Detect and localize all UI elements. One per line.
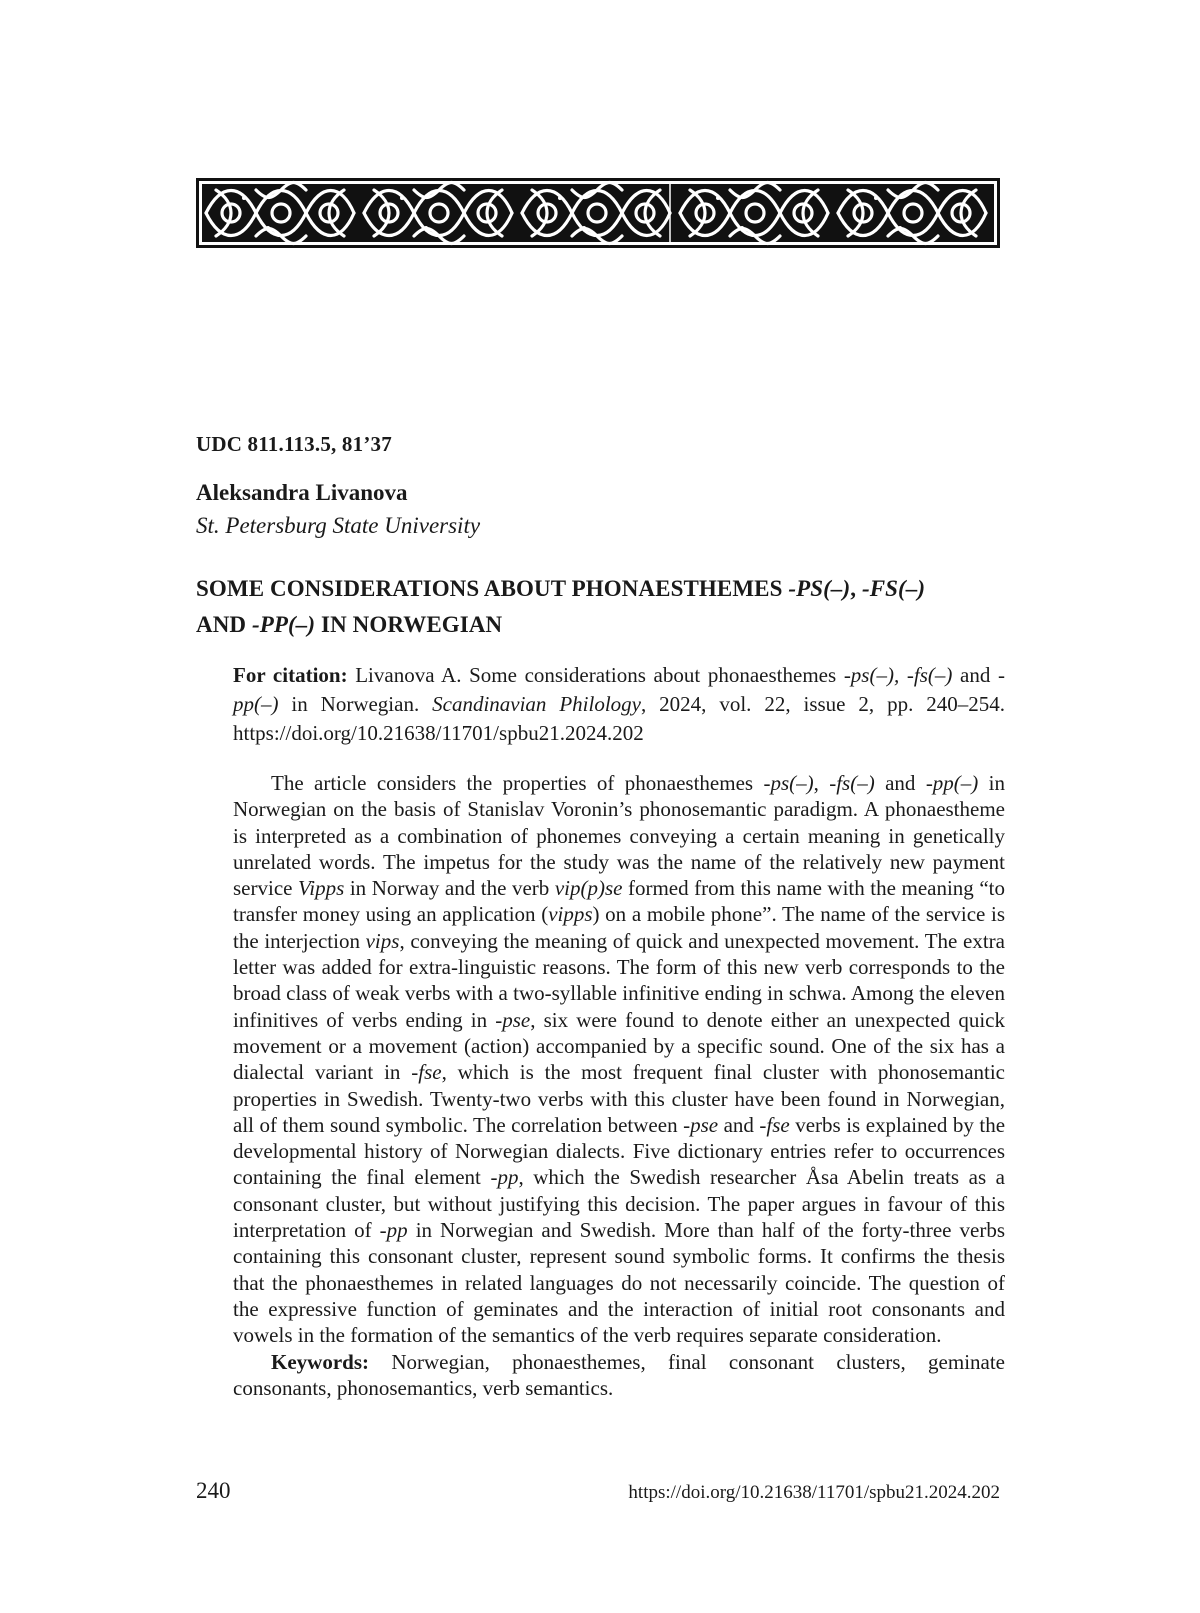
abstract-text: , six were found to denote either an unexpected quick movement or a movement (action) accompanied by a specific sound. One of the six has a dialectal variant in — [233, 1007, 1005, 1085]
abstract-fs: -fs(–) — [829, 771, 875, 795]
abstract-paragraph — [233, 770, 1005, 1349]
abstract-text: in Norwegian on the basis of Stanislav Voronin’s phonosemantic paradigm. A phonaestheme is interpreted as a combination of phonemes conveying a certain meaning in genetically unrelated words. The impetus for the study was the name of the relatively new payment service — [233, 771, 1006, 901]
keywords-label: Keywords: — [271, 1349, 369, 1374]
abstract-text: , which the Swedish researcher Åsa Abelin treats as a consonant cluster, but without justifying this decision. The paper argues in favour of this interpretation of — [233, 1165, 1005, 1243]
citation-space — [899, 663, 907, 687]
citation-text: Livanova A. Some considerations about phonaesthemes — [347, 663, 844, 687]
title-ps: -PS(–) — [788, 576, 851, 601]
page-number: 240 — [196, 1478, 231, 1503]
abstract-ps: -ps(–) — [763, 771, 814, 795]
abstract-text: , conveying the meaning of quick and unexpected movement. The extra letter was added for extra-linguistic reasons. The form of this new verb corresponds to the broad class of weak verbs with a two-syllable infinitive ending in schwa. Among the eleven infinitives of verbs ending in — [233, 928, 1005, 1032]
celtic-knot-band-ornament — [196, 178, 1000, 248]
abstract-vips: vips — [365, 928, 400, 953]
abstract-comma: , — [813, 771, 830, 795]
title-comma: , — [850, 576, 862, 601]
abstract-vippse: vip(p)se — [554, 876, 623, 901]
abstract-text: The article considers the properties of phonaesthemes — [271, 771, 764, 795]
title-pp: -PP(–) — [251, 612, 316, 637]
abstract-text: formed from this name with the meaning “to transfer money using an application ( — [233, 876, 1005, 927]
citation-and: and — [952, 663, 999, 687]
citation-in-norwegian: in Norwegian. — [278, 692, 433, 716]
keywords-text: Norwegian, phonaesthemes, final consonant clusters, geminate consonants, phonosemantics, verb semantics. — [233, 1349, 1005, 1400]
citation-block — [233, 661, 1005, 748]
keywords-paragraph — [233, 1349, 1005, 1402]
abstract-pp: -pp(–) — [925, 771, 979, 795]
abstract-and: and — [874, 771, 926, 795]
citation-details: , 2024, vol. 22, issue 2, pp. 240–254. https://doi.org/10.21638/11701/spbu21.2024.202 — [233, 692, 1005, 745]
author-name: Aleksandra Livanova — [196, 480, 408, 505]
citation-ps: -ps(–), — [843, 663, 900, 687]
abstract-pse: -pse — [683, 1112, 719, 1137]
abstract-pse: -pse — [495, 1007, 531, 1032]
citation-journal: Scandinavian Philology — [432, 692, 642, 716]
abstract-vipps: vipps — [548, 902, 593, 927]
citation-pp: -pp(–) — [233, 663, 1006, 716]
title-text: SOME CONSIDERATIONS ABOUT PHONAESTHEMES — [196, 576, 789, 601]
abstract-text: ) on a mobile phone”. The name of the service is the interjection — [233, 902, 1005, 953]
citation-label: For citation: — [233, 663, 348, 687]
title-and: AND — [196, 612, 252, 637]
abstract-pp: -pp — [490, 1165, 519, 1190]
abstract-text: , which is the most frequent final cluster with phonosemantic properties in Swedish. Twenty-two verbs with this cluster have been found in Norwegian, all of them sound symbolic. The correlation between — [233, 1060, 1005, 1137]
citation-fs: -fs(–) — [906, 663, 953, 687]
footer-doi-link[interactable]: https://doi.org/10.21638/11701/spbu21.2024.202 — [628, 1482, 1000, 1503]
abstract-text: and — [718, 1112, 760, 1137]
abstract-text: in Norwegian and Swedish. More than half of the forty-three verbs containing this consonant cluster, represent sound symbolic forms. It confirms the thesis that the phonaesthemes in related languages do not necessarily coincide. The question of the expressive function of geminates and the interaction of initial root consonants and vowels in the formation of the semantics of the verb requires separate consideration. — [233, 1218, 1005, 1348]
abstract-fse: -fse — [759, 1112, 790, 1137]
title-fs: -FS(–) — [861, 576, 926, 601]
abstract-fse: -fse — [411, 1060, 442, 1085]
abstract-block — [233, 770, 1005, 1401]
title-text-end: IN NORWEGIAN — [315, 612, 503, 637]
abstract-pp: -pp — [379, 1218, 408, 1243]
author-affiliation: St. Petersburg State University — [196, 513, 481, 538]
abstract-vipps: Vipps — [298, 876, 345, 901]
udc-code: UDC 811.113.5, 81’37 — [196, 432, 392, 456]
article-title — [196, 571, 1016, 643]
abstract-text: verbs is explained by the developmental history of Norwegian dialects. Five dictionary entries refer to occurrences containing the final element — [233, 1112, 1006, 1190]
abstract-text: in Norway and the verb — [344, 876, 555, 901]
